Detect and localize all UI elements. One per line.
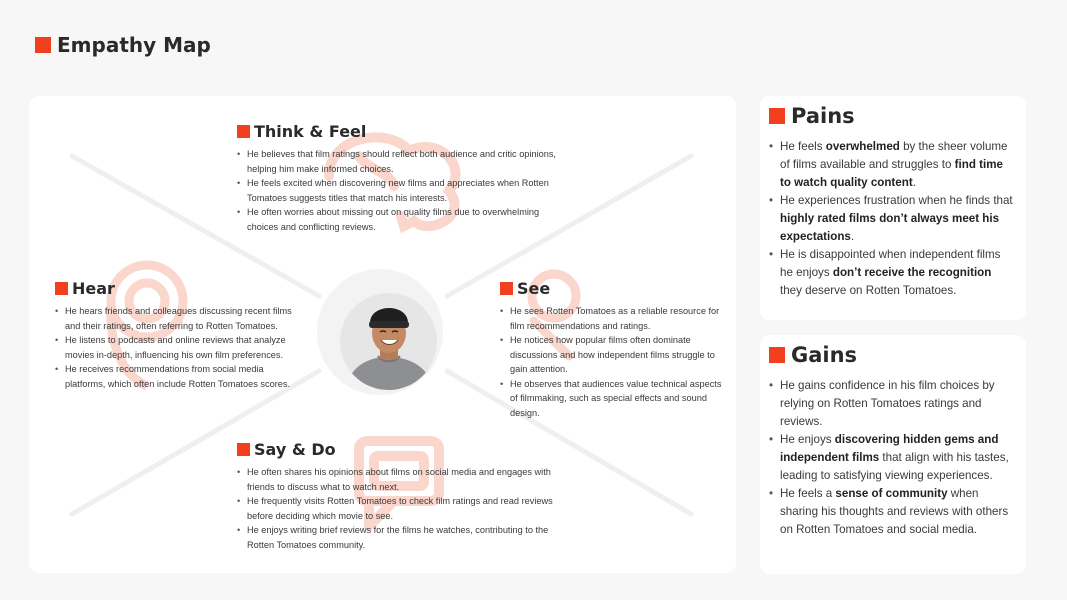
avatar <box>340 293 437 390</box>
list-item: • He frequently visits Rotten Tomatoes to check film ratings and read reviews before deciding which movie to see. <box>237 494 555 523</box>
say-do-section <box>237 440 555 552</box>
hear-section <box>55 279 293 391</box>
plain-text: when sharing his thoughts and reviews with others on Rotten Tomatoes and social media. <box>780 487 1009 536</box>
emphasis-text: highly rated films don’t always meet his expectations <box>780 212 1000 243</box>
pains-list <box>769 138 1016 300</box>
see-heading <box>500 279 728 298</box>
plain-text: He feels <box>780 140 826 153</box>
list-item: • He believes that film ratings should reflect both audience and critic opinions, helping him make informed choices. <box>237 147 557 176</box>
list-item <box>769 377 1016 431</box>
list-item <box>769 192 1016 246</box>
list-item <box>769 485 1016 539</box>
gains-square-icon <box>769 347 785 363</box>
gains-heading <box>769 343 1016 367</box>
plain-text: that align with his tastes, leading to satisfying viewing experiences. <box>780 451 1009 482</box>
emphasis-text: discovering hidden gems and independent films <box>780 433 999 464</box>
say-do-list <box>237 465 555 552</box>
list-item: • He feels excited when discovering new films and appreciates when Rotten Tomatoes suggests titles that match his interests. <box>237 176 557 205</box>
title-square-icon <box>35 37 51 53</box>
gains-card <box>760 335 1026 574</box>
page-title-text: Empathy Map <box>57 33 211 57</box>
list-item: • He hears friends and colleagues discussing recent films and their ratings, often referring to Rotten Tomatoes. <box>55 304 293 333</box>
plain-text: . <box>912 176 916 189</box>
think-feel-square-icon <box>237 125 250 138</box>
emphasis-text: sense of community <box>835 487 948 500</box>
plain-text: He experiences frustration when he finds that <box>780 194 1013 207</box>
plain-text: He gains confidence in his film choices by relying on Rotten Tomatoes ratings and reviews. <box>780 379 995 428</box>
pains-title: Pains <box>791 104 855 128</box>
pains-card <box>760 96 1026 320</box>
see-title: See <box>517 279 551 298</box>
pains-heading <box>769 104 1016 128</box>
think-feel-list <box>237 147 557 234</box>
gains-title: Gains <box>791 343 858 367</box>
think-feel-heading <box>237 122 557 141</box>
think-feel-section <box>237 122 557 234</box>
say-do-title: Say & Do <box>254 440 336 459</box>
see-list <box>500 304 728 420</box>
hear-square-icon <box>55 282 68 295</box>
list-item <box>769 138 1016 192</box>
hear-list <box>55 304 293 391</box>
list-item <box>769 431 1016 485</box>
list-item: • He receives recommendations from social media platforms, which often include Rotten Tomatoes scores. <box>55 362 293 391</box>
plain-text: . <box>850 230 855 243</box>
emphasis-text: don’t receive the recognition <box>832 266 992 279</box>
person-photo-icon <box>340 293 437 390</box>
plain-text: He is disappointed when independent films he enjoys <box>780 248 1001 279</box>
plain-text: they deserve on Rotten Tomatoes. <box>780 284 957 297</box>
list-item: • He listens to podcasts and online reviews that analyze movies in-depth, influencing his own film preferences. <box>55 333 293 362</box>
think-feel-title: Think & Feel <box>254 122 367 141</box>
plain-text: He feels a <box>780 487 836 500</box>
say-do-square-icon <box>237 443 250 456</box>
list-item: • He observes that audiences value technical aspects of filmmaking, such as special effects and sound design. <box>500 377 728 421</box>
see-section <box>500 279 728 420</box>
hear-title: Hear <box>72 279 115 298</box>
emphasis-text: find time to watch quality content <box>780 158 1003 189</box>
empathy-map-card <box>29 96 736 573</box>
plain-text: by the sheer volume of films available and struggles to <box>780 140 1008 171</box>
list-item <box>769 246 1016 300</box>
say-do-heading <box>237 440 555 459</box>
pains-square-icon <box>769 108 785 124</box>
page-title <box>35 33 211 57</box>
list-item: • He often worries about missing out on quality films due to overwhelming choices and conflicting reviews. <box>237 205 557 234</box>
list-item: • He enjoys writing brief reviews for the films he watches, contributing to the Rotten Tomatoes community. <box>237 523 555 552</box>
list-item: • He notices how popular films often dominate discussions and how independent films struggle to gain attention. <box>500 333 728 377</box>
see-square-icon <box>500 282 513 295</box>
gains-list <box>769 377 1016 539</box>
list-item: • He sees Rotten Tomatoes as a reliable resource for film recommendations and ratings. <box>500 304 728 333</box>
emphasis-text: overwhelmed <box>825 140 900 153</box>
hear-heading <box>55 279 293 298</box>
list-item: • He often shares his opinions about films on social media and engages with friends to discuss what to watch next. <box>237 465 555 494</box>
plain-text: He enjoys <box>780 433 835 446</box>
